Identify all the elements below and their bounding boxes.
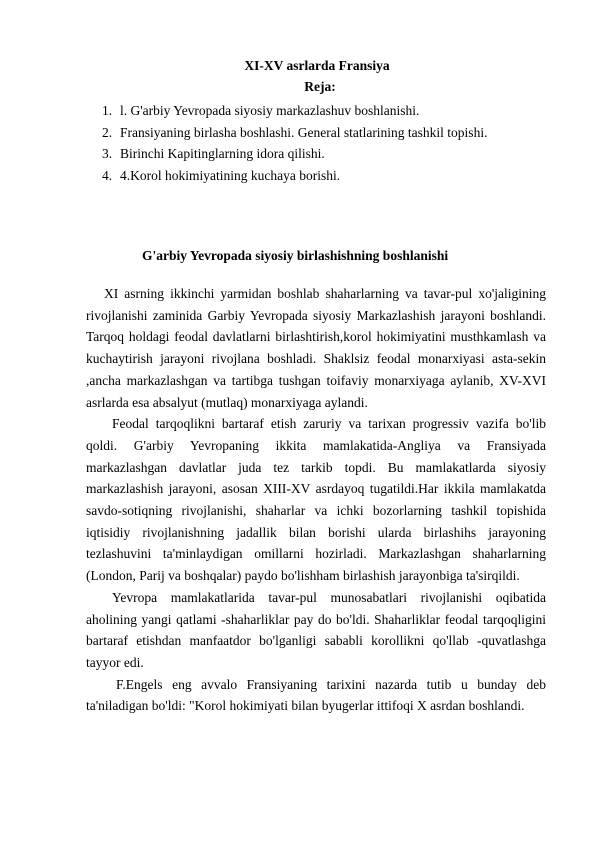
plan-item-text: Fransiyaning birlasha boshlashi. General statlarining tashkil topishi. <box>120 124 488 140</box>
paragraph: Feodal tarqoqlikni bartaraf etish zaruriy va tarixan progressiv vazifa bo'lib qoldi. G'arbiy Yevropaning ikkita mamlakatida-Angliya va Fransiyada markazlashgan davlatlar juda tez tarkib topdi. Bu mamlakatlarda siyosiy markazlashish jarayoni, asosan XIII-XV asrdayoq tugatildi.Har ikkila mamlakatda savdo-sotiqning rivojlanishi, shaharlar va ichki bozorlarning tashkil topishida iqtisidiy rivojlanishning jadallik bilan borishi ularda birlashihs jarayoning tezlashuvini ta'minlaydigan omillarni hozirladi. Markazlashgan shaharlarning (London, Parij va boshqalar) paydo bo'lishham birlashish jarayonbiga ta'sirqildi. <box>86 416 546 584</box>
plan-item <box>102 100 487 122</box>
plan-item-number: 4. <box>102 167 113 183</box>
plan-heading: Reja: <box>304 79 336 94</box>
paragraph: F.Engels eng avvalo Fransiyaning tarixini nazarda tutib u bunday deb ta'niladigan bo'ldi: "Korol hokimiyati bilan byugerlar ittifoqi X asrdan boshlandi. <box>86 676 546 714</box>
plan-item-number: 3. <box>102 146 113 161</box>
plan-item <box>102 143 487 165</box>
plan-item <box>102 165 487 187</box>
plan-item-text: 4.Korol hokimiyatining kuchaya borishi. <box>120 167 341 183</box>
section-heading: G'arbiy Yevropada siyosiy birlashishning boshlanishi <box>142 248 449 263</box>
document-title: XI-XV asrlarda Fransiya <box>244 58 390 73</box>
plan-list <box>102 100 487 186</box>
paragraph: Yevropa mamlakatlarida tavar-pul munosabatlari rivojlanishi oqibatida aholining yangi qatlami -shaharliklar pay do bo'ldi. Shaharliklar feodal tarqoqligini bartaraf etishdan manfaatdor bo'lganligi sababli korollikni qo'llab -quvatlashga tayyor edi. <box>86 589 546 670</box>
plan-item <box>102 122 487 144</box>
plan-item-number: 2. <box>102 124 113 140</box>
plan-item-text: l. G'arbiy Yevropada siyosiy markazlashuv boshlanishi. <box>120 103 420 118</box>
plan-item-number: 1. <box>102 103 113 118</box>
plan-item-text: Birinchi Kapitinglarning idora qilishi. <box>120 146 325 161</box>
paragraph: XI asrning ikkinchi yarmidan boshlab shaharlarning va tavar-pul xo'jaligining rivojlanishi zaminida Garbiy Yevropada siyosiy Markazlashish jarayoni boshlandi. Tarqoq holdagi feodal davlatlarni birlashtirish,korol hokimiyatini musthkamlash va kuchaytirish jarayoni rivojlana boshladi. Shaklsiz feodal monarxiyasi asta-sekin ,ancha markazlashgan va tartibga tushgan toifaviy monarxiyaga aylanib, XV-XVI asrlarda esa absalyut (mutlaq) monarxiyaga aylandi. <box>86 286 546 410</box>
body-text <box>86 283 546 717</box>
